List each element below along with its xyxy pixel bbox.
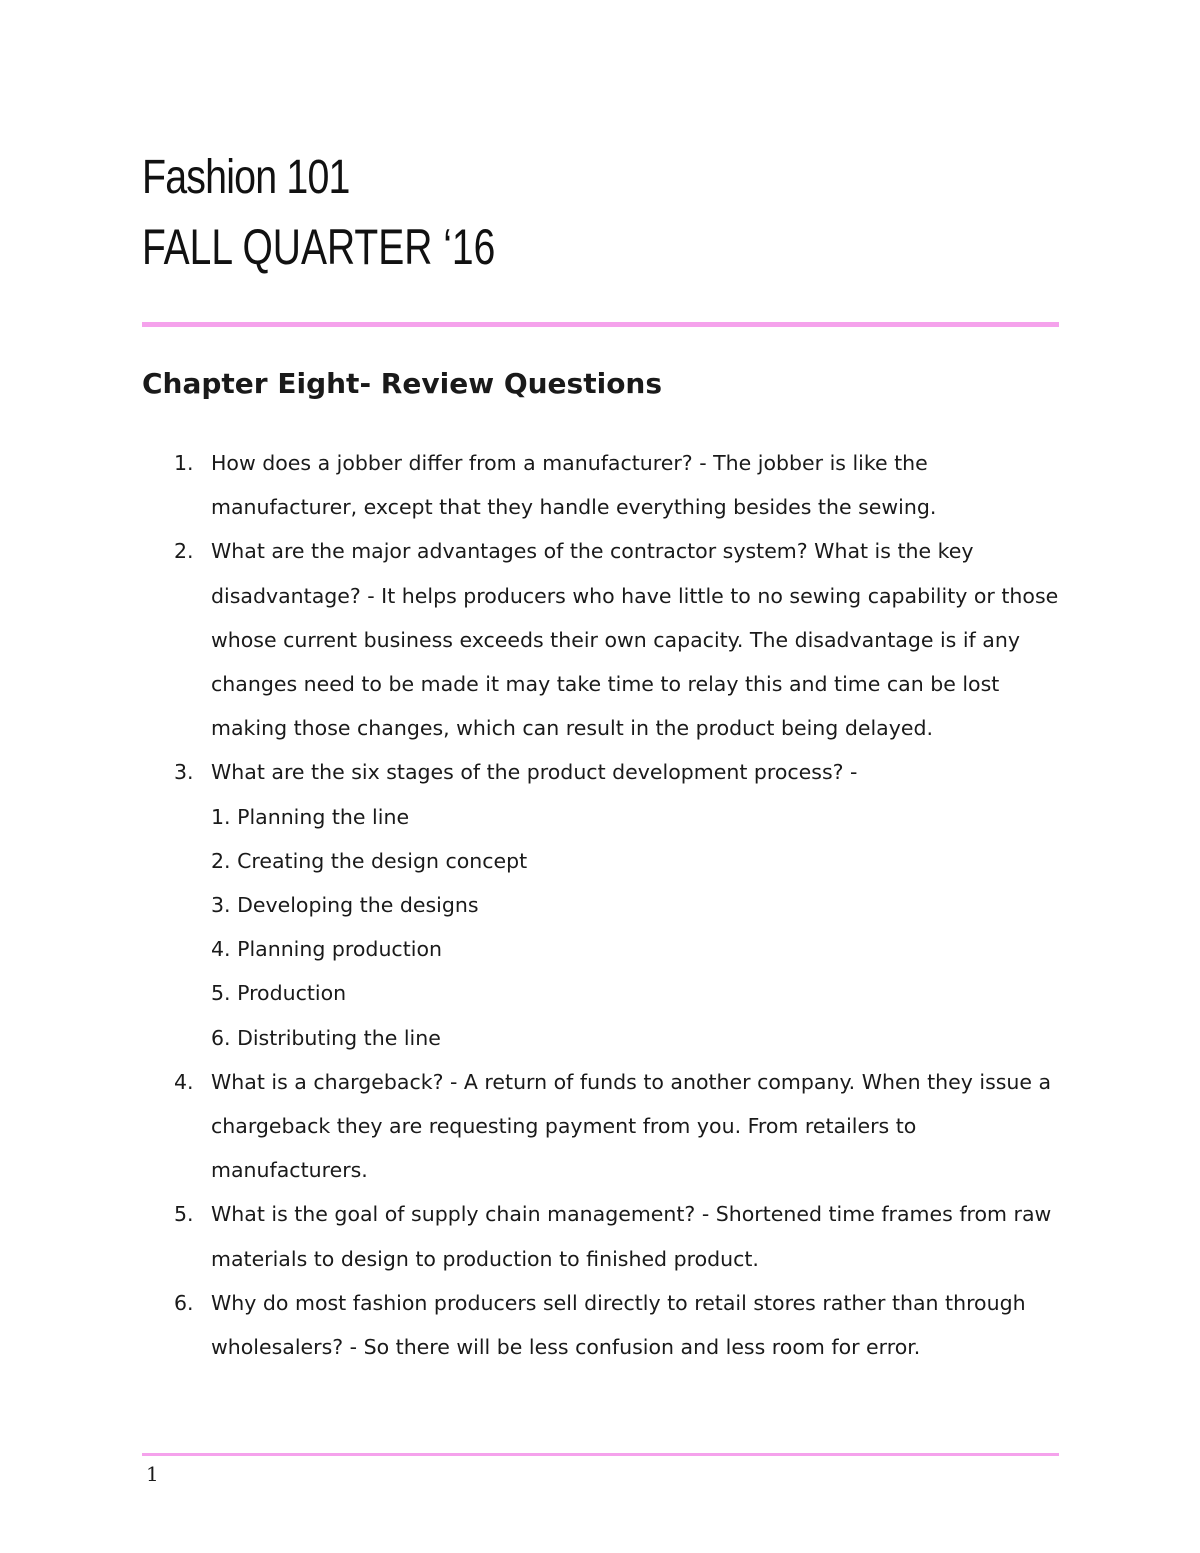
stage-item: 6. Distributing the line	[211, 1025, 441, 1050]
document-title: Fashion 101	[142, 151, 350, 204]
header-divider	[142, 322, 1059, 327]
question-item	[142, 1060, 1072, 1193]
question-text: How does a jobber differ from a manufacturer? - The jobber is like the manufacturer, except that they handle everything besides the sewing.	[211, 451, 937, 520]
stage-item: 2. Creating the design concept	[211, 848, 528, 873]
footer-divider	[142, 1453, 1059, 1456]
document-subtitle: FALL QUARTER ‘16	[142, 219, 496, 275]
question-item	[142, 529, 1072, 750]
question-item	[142, 441, 1072, 529]
stage-item: 1. Planning the line	[211, 804, 410, 829]
stage-item: 3. Developing the designs	[211, 893, 479, 918]
page-number: 1	[146, 1462, 159, 1486]
question-text: What are the major advantages of the contractor system? What is the key disadvantage? - It helps producers who have little to no sewing capability or those whose current business exceeds their own capacity. The disadvantage is if any changes need to be made it may take time to relay this and time can be lost making those changes, which can result in the product being delayed.	[211, 539, 1059, 741]
question-item	[142, 1192, 1072, 1280]
question-text: What are the six stages of the product development process? -	[211, 760, 858, 785]
stage-item: 4. Planning production	[211, 937, 442, 962]
review-question-list	[142, 441, 1072, 1369]
question-text: What is the goal of supply chain management? - Shortened time frames from raw materials to design to production to finished product.	[211, 1202, 1052, 1271]
question-number: 3.	[174, 760, 194, 785]
question-number: 6.	[174, 1290, 194, 1315]
question-number: 2.	[174, 539, 194, 564]
question-number: 4.	[174, 1069, 194, 1094]
question-item	[142, 1281, 1072, 1369]
question-number: 5.	[174, 1202, 194, 1227]
question-number: 1.	[174, 451, 194, 475]
question-text: What is a chargeback? - A return of funds to another company. When they issue a chargeback they are requesting payment from you. From retailers to manufacturers.	[211, 1069, 1052, 1183]
question-item	[142, 750, 1072, 1059]
question-text: Why do most fashion producers sell directly to retail stores rather than through wholesalers? - So there will be less confusion and less room for error.	[211, 1290, 1026, 1360]
stage-item: 5. Production	[211, 981, 347, 1006]
section-heading: Chapter Eight- Review Questions	[142, 367, 663, 400]
